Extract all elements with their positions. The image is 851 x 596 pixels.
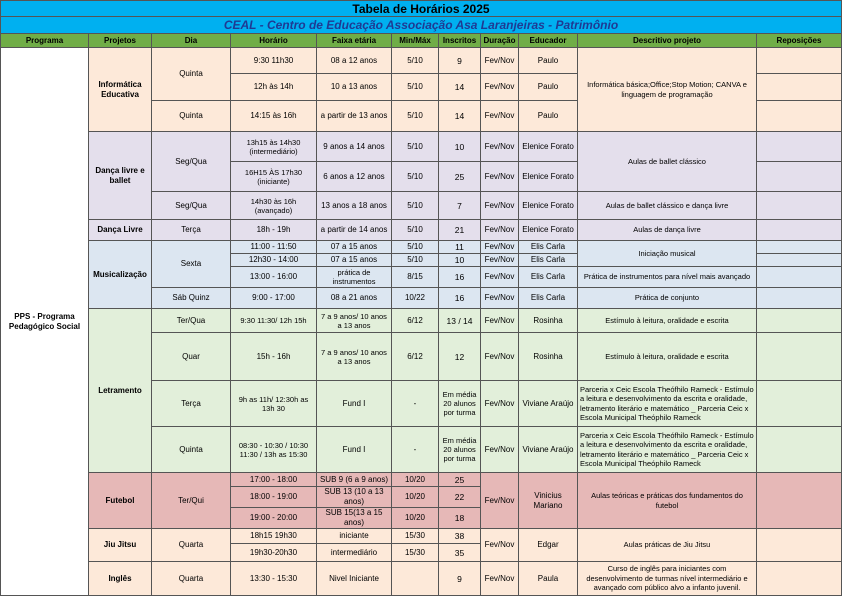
cell-dia[interactable]: Quinta: [152, 48, 231, 101]
cell-duracao[interactable]: Fev/Nov: [481, 241, 519, 254]
cell-horario[interactable]: 19h30-20h30: [231, 544, 317, 562]
cell-educador[interactable]: Rosinha: [519, 309, 578, 333]
cell-dia[interactable]: Sáb Quinz: [152, 288, 231, 309]
header-faixa[interactable]: Faixa etária: [317, 34, 392, 48]
cell-faixa[interactable]: SUB 15(13 a 15 anos): [317, 508, 392, 529]
cell-duracao[interactable]: Fev/Nov: [481, 562, 519, 596]
cell-reposicoes[interactable]: [757, 132, 842, 162]
cell-duracao[interactable]: Fev/Nov: [481, 254, 519, 267]
cell-descritivo[interactable]: Aulas teóricas e práticas dos fundamentos do futebol: [578, 473, 757, 529]
cell-horario[interactable]: 14:15 às 16h: [231, 101, 317, 132]
cell-descritivo[interactable]: Curso de inglês para iniciantes com desenvolvimento de turmas nível intermediário e avançado com público alvo a infanto juvenil.: [578, 562, 757, 596]
cell-descritivo[interactable]: Parceria x Ceic Escola Theófhilo Rameck - Estímulo a leitura e desenvolvimento da escrita e oralidade, letramento literário e matemático _ Parceria Ceic x Escola Municipal Theóphilo Rameck: [578, 381, 757, 427]
cell-horario[interactable]: 12h30 - 14:00: [231, 254, 317, 267]
cell-duracao[interactable]: Fev/Nov: [481, 220, 519, 241]
cell-dia[interactable]: Terça: [152, 220, 231, 241]
table-title: Tabela de Horários 2025: [1, 1, 842, 17]
cell-faixa[interactable]: 07 a 15 anos: [317, 254, 392, 267]
cell-descritivo[interactable]: Prática de instrumentos para nível mais avançado: [578, 267, 757, 288]
cell-reposicoes[interactable]: [757, 529, 842, 562]
cell-reposicoes[interactable]: [757, 562, 842, 596]
programa-cell[interactable]: PPS - Programa Pedagógico Social: [1, 48, 89, 596]
cell-reposicoes[interactable]: [757, 254, 842, 267]
cell-inscritos[interactable]: 14: [439, 101, 481, 132]
cell-minmax[interactable]: 6/12: [392, 333, 439, 381]
projeto-musicalizacao[interactable]: Musicalização: [89, 241, 152, 309]
cell-dia[interactable]: Quinta: [152, 101, 231, 132]
cell-inscritos[interactable]: 16: [439, 288, 481, 309]
cell-minmax[interactable]: 5/10: [392, 241, 439, 254]
cell-minmax[interactable]: -: [392, 427, 439, 473]
cell-educador[interactable]: Elenice Forato: [519, 192, 578, 220]
header-projetos[interactable]: Projetos: [89, 34, 152, 48]
cell-horario[interactable]: 19:00 - 20:00: [231, 508, 317, 529]
cell-descritivo[interactable]: Aulas de ballet clássico: [578, 132, 757, 192]
cell-descritivo[interactable]: Informática básica;Office;Stop Motion; CANVA e linguagem de programação: [578, 48, 757, 132]
header-horario[interactable]: Horário: [231, 34, 317, 48]
header-educador[interactable]: Educador: [519, 34, 578, 48]
cell-educador[interactable]: Viviane Araújo: [519, 381, 578, 427]
cell-faixa[interactable]: 07 a 15 anos: [317, 241, 392, 254]
cell-inscritos[interactable]: 14: [439, 74, 481, 101]
cell-inscritos[interactable]: 13 / 14: [439, 309, 481, 333]
cell-descritivo[interactable]: Aulas práticas de Jiu Jitsu: [578, 529, 757, 562]
cell-horario[interactable]: 16H15 ÀS 17h30 (iniciante): [231, 162, 317, 192]
cell-inscritos[interactable]: 35: [439, 544, 481, 562]
cell-inscritos[interactable]: 12: [439, 333, 481, 381]
cell-duracao[interactable]: Fev/Nov: [481, 101, 519, 132]
cell-dia[interactable]: Terça: [152, 381, 231, 427]
cell-minmax[interactable]: 10/20: [392, 508, 439, 529]
cell-educador[interactable]: Paulo: [519, 48, 578, 74]
cell-inscritos[interactable]: 18: [439, 508, 481, 529]
cell-reposicoes[interactable]: [757, 267, 842, 288]
cell-dia[interactable]: Seg/Qua: [152, 192, 231, 220]
cell-faixa[interactable]: 7 a 9 anos/ 10 anos a 13 anos: [317, 309, 392, 333]
cell-faixa[interactable]: 6 anos a 12 anos: [317, 162, 392, 192]
cell-horario[interactable]: 18:00 - 19:00: [231, 487, 317, 508]
cell-duracao[interactable]: Fev/Nov: [481, 48, 519, 74]
cell-descritivo[interactable]: Estímulo à leitura, oralidade e escrita: [578, 333, 757, 381]
cell-faixa[interactable]: iniciante: [317, 529, 392, 544]
cell-horario[interactable]: 9:30 11h30: [231, 48, 317, 74]
cell-descritivo[interactable]: Aulas de dança livre: [578, 220, 757, 241]
cell-inscritos[interactable]: 9: [439, 48, 481, 74]
cell-inscritos[interactable]: 10: [439, 254, 481, 267]
cell-minmax[interactable]: 8/15: [392, 267, 439, 288]
cell-horario[interactable]: 9:30 11:30/ 12h 15h: [231, 309, 317, 333]
cell-inscritos[interactable]: 25: [439, 162, 481, 192]
cell-educador[interactable]: Elenice Forato: [519, 162, 578, 192]
cell-faixa[interactable]: 08 a 12 anos: [317, 48, 392, 74]
cell-horario[interactable]: 15h - 16h: [231, 333, 317, 381]
cell-educador[interactable]: Rosinha: [519, 333, 578, 381]
cell-dia[interactable]: Sexta: [152, 241, 231, 288]
cell-descritivo[interactable]: Estímulo à leitura, oralidade e escrita: [578, 309, 757, 333]
cell-inscritos[interactable]: Em média 20 alunos por turma: [439, 427, 481, 473]
cell-faixa[interactable]: 10 a 13 anos: [317, 74, 392, 101]
cell-duracao[interactable]: Fev/Nov: [481, 192, 519, 220]
projeto-danca-ballet[interactable]: Dança livre e ballet: [89, 132, 152, 220]
cell-minmax[interactable]: 15/30: [392, 544, 439, 562]
cell-minmax[interactable]: 5/10: [392, 101, 439, 132]
cell-educador[interactable]: Elenice Forato: [519, 132, 578, 162]
cell-minmax[interactable]: 6/12: [392, 309, 439, 333]
cell-duracao[interactable]: Fev/Nov: [481, 74, 519, 101]
cell-reposicoes[interactable]: [757, 192, 842, 220]
cell-horario[interactable]: 11:00 - 11:50: [231, 241, 317, 254]
cell-minmax[interactable]: 10/20: [392, 473, 439, 487]
header-reposicoes[interactable]: Reposições: [757, 34, 842, 48]
projeto-futebol[interactable]: Futebol: [89, 473, 152, 529]
cell-inscritos[interactable]: 11: [439, 241, 481, 254]
cell-educador[interactable]: Elis Carla: [519, 288, 578, 309]
cell-duracao[interactable]: Fev/Nov: [481, 288, 519, 309]
cell-horario[interactable]: 9:00 - 17:00: [231, 288, 317, 309]
cell-inscritos[interactable]: 9: [439, 562, 481, 596]
cell-minmax[interactable]: 15/30: [392, 529, 439, 544]
header-minmax[interactable]: Min/Máx: [392, 34, 439, 48]
header-row: [1, 34, 842, 48]
cell-faixa[interactable]: Fund I: [317, 427, 392, 473]
cell-minmax[interactable]: [392, 562, 439, 596]
cell-inscritos[interactable]: 22: [439, 487, 481, 508]
cell-horario[interactable]: 9h as 11h/ 12:30h as 13h 30: [231, 381, 317, 427]
cell-duracao[interactable]: Fev/Nov: [481, 132, 519, 162]
cell-reposicoes[interactable]: [757, 473, 842, 529]
cell-educador[interactable]: Elis Carla: [519, 241, 578, 254]
cell-horario[interactable]: 17:00 - 18:00: [231, 473, 317, 487]
header-inscritos[interactable]: Inscritos: [439, 34, 481, 48]
projeto-letramento[interactable]: Letramento: [89, 309, 152, 473]
cell-inscritos[interactable]: Em média 20 alunos por turma: [439, 381, 481, 427]
cell-dia[interactable]: Quarta: [152, 562, 231, 596]
cell-educador[interactable]: Elenice Forato: [519, 220, 578, 241]
cell-inscritos[interactable]: 38: [439, 529, 481, 544]
cell-educador[interactable]: Elis Carla: [519, 267, 578, 288]
cell-faixa[interactable]: 7 a 9 anos/ 10 anos a 13 anos: [317, 333, 392, 381]
cell-minmax[interactable]: 5/10: [392, 254, 439, 267]
cell-faixa[interactable]: prática de instrumentos: [317, 267, 392, 288]
header-descritivo[interactable]: Descritivo projeto: [578, 34, 757, 48]
cell-descritivo[interactable]: Parceria x Ceic Escola Theófhilo Rameck - Estímulo a leitura e desenvolvimento da escrita e oralidade, letramento literário e matemático _ Parceria Ceic x Escola Municipal Theóphilo Rameck: [578, 427, 757, 473]
cell-faixa[interactable]: 13 anos a 18 anos: [317, 192, 392, 220]
cell-dia[interactable]: Quar: [152, 333, 231, 381]
cell-descritivo[interactable]: Iniciação musical: [578, 241, 757, 267]
cell-faixa[interactable]: a partir de 14 anos: [317, 220, 392, 241]
cell-reposicoes[interactable]: [757, 288, 842, 309]
cell-minmax[interactable]: 5/10: [392, 162, 439, 192]
cell-duracao[interactable]: Fev/Nov: [481, 529, 519, 562]
cell-dia[interactable]: Seg/Qua: [152, 132, 231, 192]
cell-reposicoes[interactable]: [757, 220, 842, 241]
cell-dia[interactable]: Ter/Qui: [152, 473, 231, 529]
cell-inscritos[interactable]: 21: [439, 220, 481, 241]
cell-duracao[interactable]: Fev/Nov: [481, 309, 519, 333]
cell-horario[interactable]: 13:30 - 15:30: [231, 562, 317, 596]
cell-minmax[interactable]: -: [392, 381, 439, 427]
cell-educador[interactable]: Elis Carla: [519, 254, 578, 267]
cell-minmax[interactable]: 5/10: [392, 48, 439, 74]
header-duracao[interactable]: Duração: [481, 34, 519, 48]
table-subtitle: CEAL - Centro de Educação Associação Asa Laranjeiras - Patrimônio: [1, 17, 842, 34]
cell-descritivo[interactable]: Aulas de ballet clássico e dança livre: [578, 192, 757, 220]
cell-reposicoes[interactable]: [757, 101, 842, 132]
cell-reposicoes[interactable]: [757, 427, 842, 473]
cell-educador[interactable]: Viviane Araújo: [519, 427, 578, 473]
cell-reposicoes[interactable]: [757, 241, 842, 254]
cell-educador[interactable]: Paulo: [519, 74, 578, 101]
cell-faixa[interactable]: intermediário: [317, 544, 392, 562]
cell-descritivo[interactable]: Prática de conjunto: [578, 288, 757, 309]
cell-reposicoes[interactable]: [757, 74, 842, 101]
cell-minmax[interactable]: 5/10: [392, 192, 439, 220]
cell-inscritos[interactable]: 7: [439, 192, 481, 220]
cell-reposicoes[interactable]: [757, 381, 842, 427]
cell-reposicoes[interactable]: [757, 309, 842, 333]
cell-dia[interactable]: Ter/Qua: [152, 309, 231, 333]
cell-horario[interactable]: 13:00 - 16:00: [231, 267, 317, 288]
cell-horario[interactable]: 18h15 19h30: [231, 529, 317, 544]
cell-duracao[interactable]: Fev/Nov: [481, 473, 519, 529]
cell-dia[interactable]: Quarta: [152, 529, 231, 562]
projeto-informatica[interactable]: Informática Educativa: [89, 48, 152, 132]
cell-duracao[interactable]: Fev/Nov: [481, 427, 519, 473]
cell-minmax[interactable]: 10/22: [392, 288, 439, 309]
cell-minmax[interactable]: 5/10: [392, 220, 439, 241]
cell-duracao[interactable]: Fev/Nov: [481, 333, 519, 381]
cell-faixa[interactable]: 9 anos a 14 anos: [317, 132, 392, 162]
cell-inscritos[interactable]: 25: [439, 473, 481, 487]
header-dia[interactable]: Dia: [152, 34, 231, 48]
projeto-jiu-jitsu[interactable]: Jiu Jitsu: [89, 529, 152, 562]
cell-duracao[interactable]: Fev/Nov: [481, 381, 519, 427]
cell-faixa[interactable]: SUB 13 (10 a 13 anos): [317, 487, 392, 508]
cell-minmax[interactable]: 5/10: [392, 74, 439, 101]
projeto-danca-livre[interactable]: Dança Livre: [89, 220, 152, 241]
cell-educador[interactable]: Edgar: [519, 529, 578, 562]
cell-reposicoes[interactable]: [757, 48, 842, 74]
cell-minmax[interactable]: 10/20: [392, 487, 439, 508]
cell-horario[interactable]: 14h30 às 16h (avançado): [231, 192, 317, 220]
cell-duracao[interactable]: Fev/Nov: [481, 162, 519, 192]
cell-educador[interactable]: Paulo: [519, 101, 578, 132]
cell-faixa[interactable]: SUB 9 (6 a 9 anos): [317, 473, 392, 487]
cell-inscritos[interactable]: 16: [439, 267, 481, 288]
projeto-ingles[interactable]: Inglês: [89, 562, 152, 596]
cell-faixa[interactable]: 08 a 21 anos: [317, 288, 392, 309]
cell-reposicoes[interactable]: [757, 162, 842, 192]
cell-reposicoes[interactable]: [757, 333, 842, 381]
cell-faixa[interactable]: Fund I: [317, 381, 392, 427]
cell-horario[interactable]: 13h15 às 14h30 (intermediário): [231, 132, 317, 162]
cell-horario[interactable]: 18h - 19h: [231, 220, 317, 241]
cell-inscritos[interactable]: 10: [439, 132, 481, 162]
cell-faixa[interactable]: a partir de 13 anos: [317, 101, 392, 132]
cell-minmax[interactable]: 5/10: [392, 132, 439, 162]
cell-horario[interactable]: 08:30 - 10:30 / 10:30 11:30 / 13h as 15:30: [231, 427, 317, 473]
cell-dia[interactable]: Quinta: [152, 427, 231, 473]
cell-horario[interactable]: 12h às 14h: [231, 74, 317, 101]
header-programa[interactable]: Programa: [1, 34, 89, 48]
cell-faixa[interactable]: Nivel Iniciante: [317, 562, 392, 596]
cell-duracao[interactable]: Fev/Nov: [481, 267, 519, 288]
cell-educador[interactable]: Vinicius Mariano: [519, 473, 578, 529]
cell-educador[interactable]: Paula: [519, 562, 578, 596]
